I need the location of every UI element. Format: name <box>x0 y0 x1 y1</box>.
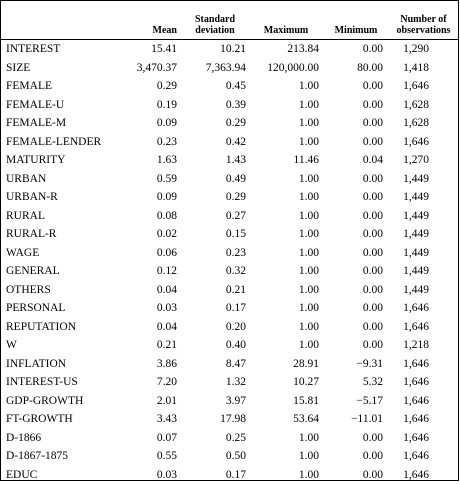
table-row <box>1 410 458 429</box>
minimum-value: 0.00 <box>323 429 389 448</box>
table-row <box>1 336 458 355</box>
std-dev-value: 0.42 <box>181 133 249 152</box>
minimum-value: 0.00 <box>323 96 389 115</box>
variable-name: EDUC <box>1 466 117 484</box>
std-dev-value: 0.25 <box>181 429 249 448</box>
table-row <box>1 170 458 189</box>
maximum-value: 1.00 <box>249 207 323 226</box>
mean-value: 0.02 <box>117 225 181 244</box>
maximum-value: 1.00 <box>249 466 323 484</box>
table-header <box>1 1 458 40</box>
observations-value: 1,449 <box>389 281 458 300</box>
table-row <box>1 77 458 96</box>
maximum-value: 1.00 <box>249 188 323 207</box>
std-dev-value: 0.15 <box>181 225 249 244</box>
table-row <box>1 225 458 244</box>
observations-value: 1,646 <box>389 318 458 337</box>
header-obs-line2: observations <box>397 25 451 36</box>
minimum-value: 0.00 <box>323 188 389 207</box>
mean-value: 0.07 <box>117 429 181 448</box>
observations-value: 1,449 <box>389 244 458 263</box>
variable-name: FEMALE-LENDER <box>1 133 117 152</box>
mean-value: 15.41 <box>117 40 181 59</box>
table-row <box>1 466 458 484</box>
maximum-value: 15.81 <box>249 392 323 411</box>
std-dev-value: 0.39 <box>181 96 249 115</box>
variable-name: URBAN <box>1 170 117 189</box>
std-dev-value: 0.32 <box>181 262 249 281</box>
maximum-value: 1.00 <box>249 225 323 244</box>
maximum-value: 1.00 <box>249 318 323 337</box>
std-dev-value: 0.29 <box>181 114 249 133</box>
minimum-value: −11.01 <box>323 410 389 429</box>
mean-value: 3.86 <box>117 355 181 374</box>
minimum-value: 0.00 <box>323 133 389 152</box>
variable-name: GDP-GROWTH <box>1 392 117 411</box>
table-row <box>1 281 458 300</box>
observations-value: 1,646 <box>389 77 458 96</box>
variable-name: URBAN-R <box>1 188 117 207</box>
observations-value: 1,646 <box>389 466 458 484</box>
mean-value: 0.55 <box>117 447 181 466</box>
mean-value: 0.21 <box>117 336 181 355</box>
mean-value: 0.19 <box>117 96 181 115</box>
maximum-value: 28.91 <box>249 355 323 374</box>
maximum-value: 1.00 <box>249 77 323 96</box>
observations-value: 1,646 <box>389 410 458 429</box>
variable-name: FT-GROWTH <box>1 410 117 429</box>
observations-value: 1,646 <box>389 355 458 374</box>
variable-name: INTEREST <box>1 40 117 59</box>
observations-value: 1,628 <box>389 96 458 115</box>
maximum-value: 1.00 <box>249 96 323 115</box>
minimum-value: 0.00 <box>323 207 389 226</box>
std-dev-value: 0.27 <box>181 207 249 226</box>
std-dev-value: 0.23 <box>181 244 249 263</box>
std-dev-value: 17.98 <box>181 410 249 429</box>
mean-value: 0.04 <box>117 318 181 337</box>
std-dev-value: 1.43 <box>181 151 249 170</box>
table-body <box>1 40 458 484</box>
minimum-value: 0.00 <box>323 299 389 318</box>
std-dev-value: 10.21 <box>181 40 249 59</box>
std-dev-value: 0.49 <box>181 170 249 189</box>
header-std-dev <box>181 1 249 40</box>
table-row <box>1 299 458 318</box>
table-row <box>1 429 458 448</box>
header-maximum: Maximum <box>249 1 323 40</box>
std-dev-value: 7,363.94 <box>181 59 249 78</box>
maximum-value: 1.00 <box>249 447 323 466</box>
maximum-value: 1.00 <box>249 170 323 189</box>
header-std-line2: deviation <box>195 25 234 36</box>
variable-name: MATURITY <box>1 151 117 170</box>
variable-name: OTHERS <box>1 281 117 300</box>
variable-name: SIZE <box>1 59 117 78</box>
minimum-value: 0.00 <box>323 77 389 96</box>
maximum-value: 1.00 <box>249 262 323 281</box>
observations-value: 1,449 <box>389 207 458 226</box>
variable-name: D-1867-1875 <box>1 447 117 466</box>
mean-value: 0.09 <box>117 114 181 133</box>
variable-name: RURAL-R <box>1 225 117 244</box>
mean-value: 0.08 <box>117 207 181 226</box>
std-dev-value: 3.97 <box>181 392 249 411</box>
table-row <box>1 188 458 207</box>
std-dev-value: 0.17 <box>181 466 249 484</box>
observations-value: 1,449 <box>389 170 458 189</box>
variable-name: WAGE <box>1 244 117 263</box>
table-row <box>1 207 458 226</box>
table-row <box>1 262 458 281</box>
variable-name: INFLATION <box>1 355 117 374</box>
minimum-value: 0.00 <box>323 281 389 300</box>
std-dev-value: 0.45 <box>181 77 249 96</box>
minimum-value: 0.00 <box>323 40 389 59</box>
minimum-value: 0.00 <box>323 114 389 133</box>
minimum-value: 0.00 <box>323 336 389 355</box>
variable-name: FEMALE-M <box>1 114 117 133</box>
table-row <box>1 392 458 411</box>
observations-value: 1,628 <box>389 114 458 133</box>
variable-name: W <box>1 336 117 355</box>
mean-value: 0.03 <box>117 299 181 318</box>
maximum-value: 213.84 <box>249 40 323 59</box>
observations-value: 1,270 <box>389 151 458 170</box>
mean-value: 0.03 <box>117 466 181 484</box>
std-dev-value: 0.20 <box>181 318 249 337</box>
minimum-value: 5.32 <box>323 373 389 392</box>
table-row <box>1 318 458 337</box>
mean-value: 0.04 <box>117 281 181 300</box>
maximum-value: 11.46 <box>249 151 323 170</box>
mean-value: 3,470.37 <box>117 59 181 78</box>
minimum-value: 0.00 <box>323 447 389 466</box>
variable-name: D-1866 <box>1 429 117 448</box>
maximum-value: 1.00 <box>249 244 323 263</box>
maximum-value: 1.00 <box>249 114 323 133</box>
minimum-value: 0.00 <box>323 244 389 263</box>
observations-value: 1,449 <box>389 225 458 244</box>
variable-name: REPUTATION <box>1 318 117 337</box>
observations-value: 1,290 <box>389 40 458 59</box>
maximum-value: 1.00 <box>249 429 323 448</box>
minimum-value: 0.04 <box>323 151 389 170</box>
header-observations <box>389 1 458 40</box>
table-row <box>1 151 458 170</box>
observations-value: 1,449 <box>389 262 458 281</box>
mean-value: 0.29 <box>117 77 181 96</box>
observations-value: 1,646 <box>389 392 458 411</box>
observations-value: 1,418 <box>389 59 458 78</box>
table-row <box>1 133 458 152</box>
table-row <box>1 244 458 263</box>
mean-value: 2.01 <box>117 392 181 411</box>
mean-value: 7.20 <box>117 373 181 392</box>
std-dev-value: 0.29 <box>181 188 249 207</box>
mean-value: 0.06 <box>117 244 181 263</box>
maximum-value: 1.00 <box>249 336 323 355</box>
variable-name: FEMALE-U <box>1 96 117 115</box>
observations-value: 1,218 <box>389 336 458 355</box>
mean-value: 1.63 <box>117 151 181 170</box>
minimum-value: 80.00 <box>323 59 389 78</box>
maximum-value: 53.64 <box>249 410 323 429</box>
header-std-line1: Standard <box>195 14 235 25</box>
variable-name: GENERAL <box>1 262 117 281</box>
summary-statistics-table <box>1 1 458 484</box>
minimum-value: 0.00 <box>323 170 389 189</box>
mean-value: 0.59 <box>117 170 181 189</box>
minimum-value: 0.00 <box>323 318 389 337</box>
table-row <box>1 447 458 466</box>
maximum-value: 1.00 <box>249 299 323 318</box>
std-dev-value: 8.47 <box>181 355 249 374</box>
std-dev-value: 0.40 <box>181 336 249 355</box>
observations-value: 1,646 <box>389 429 458 448</box>
table-row <box>1 59 458 78</box>
table-row <box>1 355 458 374</box>
maximum-value: 10.27 <box>249 373 323 392</box>
header-obs-line1: Number of <box>400 14 446 25</box>
observations-value: 1,646 <box>389 133 458 152</box>
observations-value: 1,646 <box>389 373 458 392</box>
variable-name: PERSONAL <box>1 299 117 318</box>
variable-name: INTEREST-US <box>1 373 117 392</box>
minimum-value: −9.31 <box>323 355 389 374</box>
maximum-value: 1.00 <box>249 133 323 152</box>
mean-value: 0.09 <box>117 188 181 207</box>
minimum-value: −5.17 <box>323 392 389 411</box>
variable-name: FEMALE <box>1 77 117 96</box>
header-minimum: Minimum <box>323 1 389 40</box>
std-dev-value: 0.50 <box>181 447 249 466</box>
table-row <box>1 114 458 133</box>
minimum-value: 0.00 <box>323 225 389 244</box>
variable-name: RURAL <box>1 207 117 226</box>
observations-value: 1,449 <box>389 188 458 207</box>
maximum-value: 1.00 <box>249 281 323 300</box>
table-row <box>1 373 458 392</box>
mean-value: 0.23 <box>117 133 181 152</box>
observations-value: 1,646 <box>389 299 458 318</box>
observations-value: 1,646 <box>389 447 458 466</box>
maximum-value: 120,000.00 <box>249 59 323 78</box>
std-dev-value: 1.32 <box>181 373 249 392</box>
header-mean: Mean <box>117 1 181 40</box>
header-variable <box>1 1 117 40</box>
table-row <box>1 96 458 115</box>
minimum-value: 0.00 <box>323 262 389 281</box>
std-dev-value: 0.21 <box>181 281 249 300</box>
mean-value: 3.43 <box>117 410 181 429</box>
header-row <box>1 1 458 40</box>
mean-value: 0.12 <box>117 262 181 281</box>
table-row <box>1 40 458 59</box>
minimum-value: 0.00 <box>323 466 389 484</box>
std-dev-value: 0.17 <box>181 299 249 318</box>
